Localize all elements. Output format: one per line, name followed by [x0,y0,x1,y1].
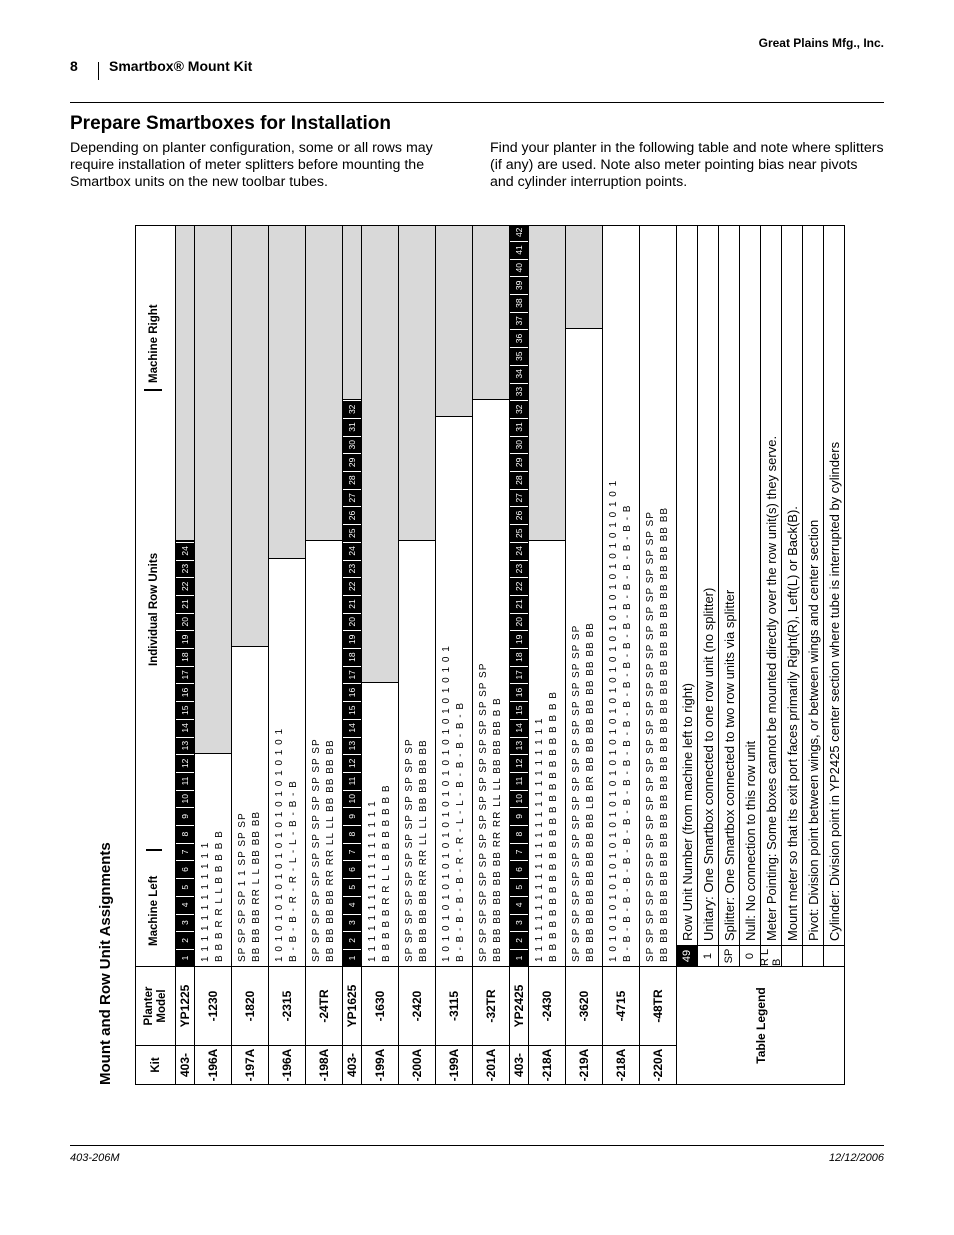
legend-text: Meter Pointing: Some boxes cannot be mounted directly over the row unit(s) they serve. [763,435,779,941]
unused-area [473,226,509,400]
row-unit-number: 22 [176,577,194,594]
legend-code: SP [719,945,739,966]
row-unit-number: 37 [510,312,528,329]
row-unit-number: 4 [176,896,194,913]
col-row-units [136,226,175,966]
row-unit-number: 26 [510,507,528,524]
row-unit-number: 13 [176,737,194,754]
legend-code [782,945,802,966]
row-unit-cells [529,226,565,966]
model-cell: YP1625 [343,966,361,1045]
row-assignment-bottom: BB BB BB BB RR RR LL LL BB BB BB BB [418,739,429,962]
unused-area [343,226,361,400]
row-unit-number: 23 [176,560,194,577]
row-unit-number: 23 [343,560,361,577]
row-unit-number: 31 [510,418,528,435]
col-model-line2: Model [155,989,168,1023]
row-unit-number: 16 [343,684,361,701]
kit-cell: 403- [343,1045,361,1084]
unused-area [436,226,472,417]
kit-cell: -218A [529,1045,565,1084]
row-unit-cells [640,226,676,966]
row-unit-number: 36 [510,330,528,347]
model-cell: -3115 [436,966,472,1045]
legend-text: Pivot: Division point between wings, or between wings and center section [805,519,821,941]
legend-text: Splitter: One Smartbox connected to two row units via splitter [721,589,737,941]
row-unit-number: 8 [176,825,194,842]
row-unit-cells [343,226,361,966]
row-number-header [510,226,529,1084]
table-title: Mount and Row Unit Assignments [97,842,114,1085]
row-unit-number: 27 [343,489,361,506]
table-row [566,226,603,1084]
row-unit-number: 7 [510,843,528,860]
row-unit-cells [510,226,528,966]
model-cell: -1230 [195,966,231,1045]
row-unit-number: 8 [510,825,528,842]
row-unit-number: 29 [510,453,528,470]
row-unit-number: 17 [343,666,361,683]
row-unit-number: 24 [510,542,528,559]
assignment-table-container [97,225,842,1085]
row-unit-number: 21 [343,595,361,612]
assignment-table [135,225,845,1085]
table-row [603,226,640,1084]
table-row [232,226,269,1084]
row-unit-number: 7 [176,843,194,860]
row-unit-number: 13 [510,737,528,754]
legend-label: Table Legend [677,966,844,1084]
row-unit-number: 2 [176,931,194,948]
row-unit-number: 6 [343,861,361,878]
row-number-header [176,226,195,1084]
unused-area [306,226,342,541]
legend-line [803,226,824,966]
row-assignment-top: SP SP SP SP SP SP SP SP SP SP SP SP SP SP SP SP SP SP SP SP SP SP SP SP [645,511,656,962]
model-cell: -3620 [566,966,602,1045]
row-unit-number: 35 [510,347,528,364]
row-unit-number: 2 [343,931,361,948]
table-row [399,226,436,1084]
legend-text: Cylinder: Division point in YP2425 center section where tube is interrupted by cylinders [826,441,842,941]
row-assignment-bottom: B B B B B B B B B B B B B B B B B B B B B B B B [548,691,559,962]
row-unit-number: 3 [176,914,194,931]
row-unit-number: 11 [510,772,528,789]
row-unit-number: 21 [510,595,528,612]
kit-cell: -198A [306,1045,342,1084]
row-unit-number: 6 [176,861,194,878]
legend-code: R L B [761,945,781,966]
row-unit-number: 32 [510,400,528,417]
row-unit-number: 26 [343,507,361,524]
legend-text: Mount meter so that its exit port faces primarily Right(R), Left(L) or Back(B). [784,506,800,941]
legend-text: Row Unit Number (from machine left to right) [679,683,695,941]
legend-line [782,226,803,966]
row-unit-number: 20 [510,613,528,630]
row-unit-cells [269,226,305,966]
machine-right-label: Machine Right [148,304,160,383]
row-unit-number: 17 [510,666,528,683]
legend-code [824,945,844,966]
page-number: 8 [70,58,78,74]
intro-paragraph: Depending on planter configuration, some or all rows may require installation of meter splitters before mounting the Smartbox units on the new toolbar tubes. [70,140,433,190]
machine-left-marker [146,849,162,851]
row-assignment-bottom: B B B B B R R L L B B B B B B B [381,784,392,962]
row-assignment-bottom: B B B R R L L B B B B B [214,830,225,962]
row-unit-number: 4 [343,896,361,913]
row-assignment-bottom: BB BB BB RR L L BB BB BB [251,810,262,962]
table-row [640,226,677,1084]
model-cell: -24TR [306,966,342,1045]
row-assignment-bottom: BB BB BB BB BB BB RR RR LL LL BB BB BB B B [492,697,503,962]
row-unit-number: 3 [510,914,528,931]
unused-area [232,226,268,647]
kit-cell: -196A [195,1045,231,1084]
row-unit-number: 19 [343,630,361,647]
unused-area [176,226,194,541]
row-unit-number: 14 [343,719,361,736]
row-unit-number: 8 [343,825,361,842]
legend-line [824,226,844,966]
page-heading: Prepare Smartboxes for Installation [70,113,391,134]
unused-area [362,226,398,683]
individual-row-units-label: Individual Row Units [148,552,160,666]
row-unit-number: 14 [510,719,528,736]
row-unit-number: 11 [343,772,361,789]
model-cell: -2315 [269,966,305,1045]
machine-left-label: Machine Left [148,875,160,946]
row-unit-number: 25 [343,524,361,541]
section-title: Smartbox® Mount Kit [109,58,253,74]
row-unit-number: 42 [510,226,528,240]
row-unit-number: 31 [343,418,361,435]
row-unit-number: 5 [176,878,194,895]
row-unit-number: 22 [510,577,528,594]
row-unit-number: 27 [510,489,528,506]
table-row [195,226,232,1084]
unused-area [529,226,565,541]
row-unit-number: 9 [343,807,361,824]
kit-cell: -199A [436,1045,472,1084]
legend-text: Null: No connection to this row unit [742,740,758,941]
row-unit-number: 11 [176,772,194,789]
model-cell: -2420 [399,966,435,1045]
row-unit-number: 12 [510,754,528,771]
row-assignment-bottom: B - B - B - R - R - L - L - B - B - B [288,780,299,962]
legend-line [740,226,761,966]
row-unit-number: 10 [176,790,194,807]
row-unit-number: 1 [510,949,528,966]
legend-line [761,226,782,966]
row-unit-number: 22 [343,577,361,594]
row-unit-cells [232,226,268,966]
legend-code: 49 [677,945,697,966]
bottom-rule [70,1145,884,1146]
row-unit-number: 25 [510,524,528,541]
kit-cell: -201A [473,1045,509,1084]
kit-cell: -197A [232,1045,268,1084]
table-row [362,226,399,1084]
legend-line [677,226,698,966]
row-assignment-top: SP SP SP SP SP SP SP SP SP SP SP SP SP SP SP SP [478,662,489,962]
row-unit-number: 10 [343,790,361,807]
row-unit-number: 2 [510,931,528,948]
row-unit-number: 23 [510,560,528,577]
row-unit-cells [399,226,435,966]
table-row [269,226,306,1084]
unused-area [399,226,435,541]
row-assignment-bottom: B - B - B - B - B - B - B - B - B - B - B - B - B - B - B - B - B - B - B - B - B - B - B - B [622,504,633,962]
row-unit-number: 20 [343,613,361,630]
document-number: 403-206M [70,1152,120,1164]
table-row [529,226,566,1084]
row-unit-number: 12 [176,754,194,771]
legend-line [698,226,719,966]
row-unit-number: 9 [510,807,528,824]
row-unit-cells [362,226,398,966]
model-cell: -48TR [640,966,676,1045]
row-assignment-bottom: BB BB BB BB BB BB BB BB BB BB BB BB BB BB BB BB BB BB BB BB BB BB BB BB [659,506,670,962]
row-unit-number: 9 [176,807,194,824]
kit-cell: -219A [566,1045,602,1084]
kit-cell: -218A [603,1045,639,1084]
model-cell: -4715 [603,966,639,1045]
row-unit-number: 18 [343,648,361,665]
legend-line [719,226,740,966]
row-unit-number: 24 [343,542,361,559]
unused-area [195,226,231,754]
row-unit-number: 38 [510,294,528,311]
document-date: 12/12/2006 [828,1152,884,1164]
row-assignment-top: SP SP SP SP SP SP SP SP SP SP SP SP [404,738,415,962]
row-unit-number: 6 [510,861,528,878]
table-header [136,226,176,1084]
row-unit-number: 21 [176,595,194,612]
model-cell: YP2425 [510,966,528,1045]
row-assignment-top: SP SP SP SP SP SP SP SP SP SP SP SP SP SP SP SP SP SP [571,624,582,962]
model-cell: -2430 [529,966,565,1045]
row-unit-cells [566,226,602,966]
kit-cell: -220A [640,1045,676,1084]
legend-code: 1 [698,945,718,966]
row-unit-number: 28 [510,471,528,488]
col-planter-model [136,966,175,1045]
row-assignment-top: 1 0 1 0 1 0 1 0 1 0 1 0 1 0 1 0 1 0 1 0 1 0 1 0 1 0 1 0 1 0 1 [441,645,452,962]
kit-cell: -196A [269,1045,305,1084]
table-row [473,226,510,1084]
row-assignment-top: 1 1 1 1 1 1 1 1 1 1 1 1 1 1 1 1 [367,800,378,962]
row-unit-number: 16 [176,684,194,701]
header-divider [98,62,99,80]
row-assignment-bottom: BB BB BB BB RR RR LL LL BB BB BB BB [325,739,336,962]
row-unit-number: 40 [510,259,528,276]
row-unit-cells [306,226,342,966]
row-unit-number: 4 [510,896,528,913]
legend-text: Unitary: One Smartbox connected to one row unit (no splitter) [700,587,716,941]
col-kit: Kit [136,1045,175,1084]
row-assignment-top: 1 0 1 0 1 0 1 0 1 0 1 0 1 0 1 0 1 0 1 0 1 0 1 [274,727,285,962]
table-row [436,226,473,1084]
row-assignment-top: SP SP SP SP SP SP SP SP SP SP SP SP [311,738,322,962]
row-unit-cells [436,226,472,966]
row-unit-number: 17 [176,666,194,683]
kit-cell: 403- [176,1045,194,1084]
model-cell: YP1225 [176,966,194,1045]
kit-cell: 403- [510,1045,528,1084]
row-unit-number: 28 [343,471,361,488]
row-unit-number: 32 [343,400,361,417]
row-unit-number: 1 [343,949,361,966]
row-unit-number: 30 [343,436,361,453]
model-cell: -1820 [232,966,268,1045]
kit-cell: -199A [362,1045,398,1084]
row-unit-number: 19 [510,630,528,647]
row-number-header [343,226,362,1084]
row-unit-cells [195,226,231,966]
row-assignment-bottom: B - B - B - B - B - R - R - L - L - B - B - B - B - B [455,701,466,962]
row-assignment-top: 1 1 1 1 1 1 1 1 1 1 1 1 1 1 1 1 1 1 1 1 1 1 1 1 [534,717,545,962]
legend-code: 0 [740,945,760,966]
row-unit-number: 34 [510,365,528,382]
row-unit-cells [473,226,509,966]
row-unit-number: 29 [343,453,361,470]
row-unit-number: 10 [510,790,528,807]
row-unit-number: 30 [510,436,528,453]
row-unit-number: 24 [176,542,194,559]
model-cell: -32TR [473,966,509,1045]
col-model-line1: Planter [142,986,155,1026]
row-unit-number: 5 [510,878,528,895]
row-unit-number: 15 [510,701,528,718]
row-unit-number: 15 [176,701,194,718]
row-unit-number: 16 [510,684,528,701]
row-unit-cells [603,226,639,966]
company-name: Great Plains Mfg., Inc. [758,36,884,50]
row-unit-number: 5 [343,878,361,895]
row-unit-number: 19 [176,630,194,647]
instruction-paragraph: Find your planter in the following table and note where splitters (if any) are used. Note also meter pointing bias near pivots and cylinder interruption points. [490,140,884,190]
row-unit-number: 41 [510,241,528,258]
row-assignment-top: 1 1 1 1 1 1 1 1 1 1 1 1 [200,841,211,962]
row-assignment-top: SP SP SP SP 1 1 SP SP SP [237,812,248,962]
row-assignment-top: 1 0 1 0 1 0 1 0 1 0 1 0 1 0 1 0 1 0 1 0 1 0 1 0 1 0 1 0 1 0 1 0 1 0 1 0 1 0 1 0 1 0 1 0 1 0 1 [608,479,619,962]
machine-right-marker [144,389,162,391]
row-unit-number: 13 [343,737,361,754]
row-unit-number: 20 [176,613,194,630]
top-rule [70,102,884,103]
unused-area [269,226,305,559]
row-unit-number: 12 [343,754,361,771]
row-unit-number: 7 [343,843,361,860]
unused-area [566,226,602,329]
row-unit-number: 15 [343,701,361,718]
row-assignment-bottom: BB BB BB BB BB BB BB BB LB BR BB BB BB BB BB BB BB BB [585,622,596,962]
model-cell: -1630 [362,966,398,1045]
row-unit-number: 33 [510,383,528,400]
row-unit-cells [176,226,194,966]
row-unit-number: 18 [176,648,194,665]
row-unit-number: 18 [510,648,528,665]
row-unit-number: 39 [510,276,528,293]
row-unit-number: 3 [343,914,361,931]
kit-cell: -200A [399,1045,435,1084]
row-unit-number: 1 [176,949,194,966]
legend-code [803,945,823,966]
row-unit-number: 14 [176,719,194,736]
table-row [306,226,343,1084]
table-legend [677,226,844,1084]
